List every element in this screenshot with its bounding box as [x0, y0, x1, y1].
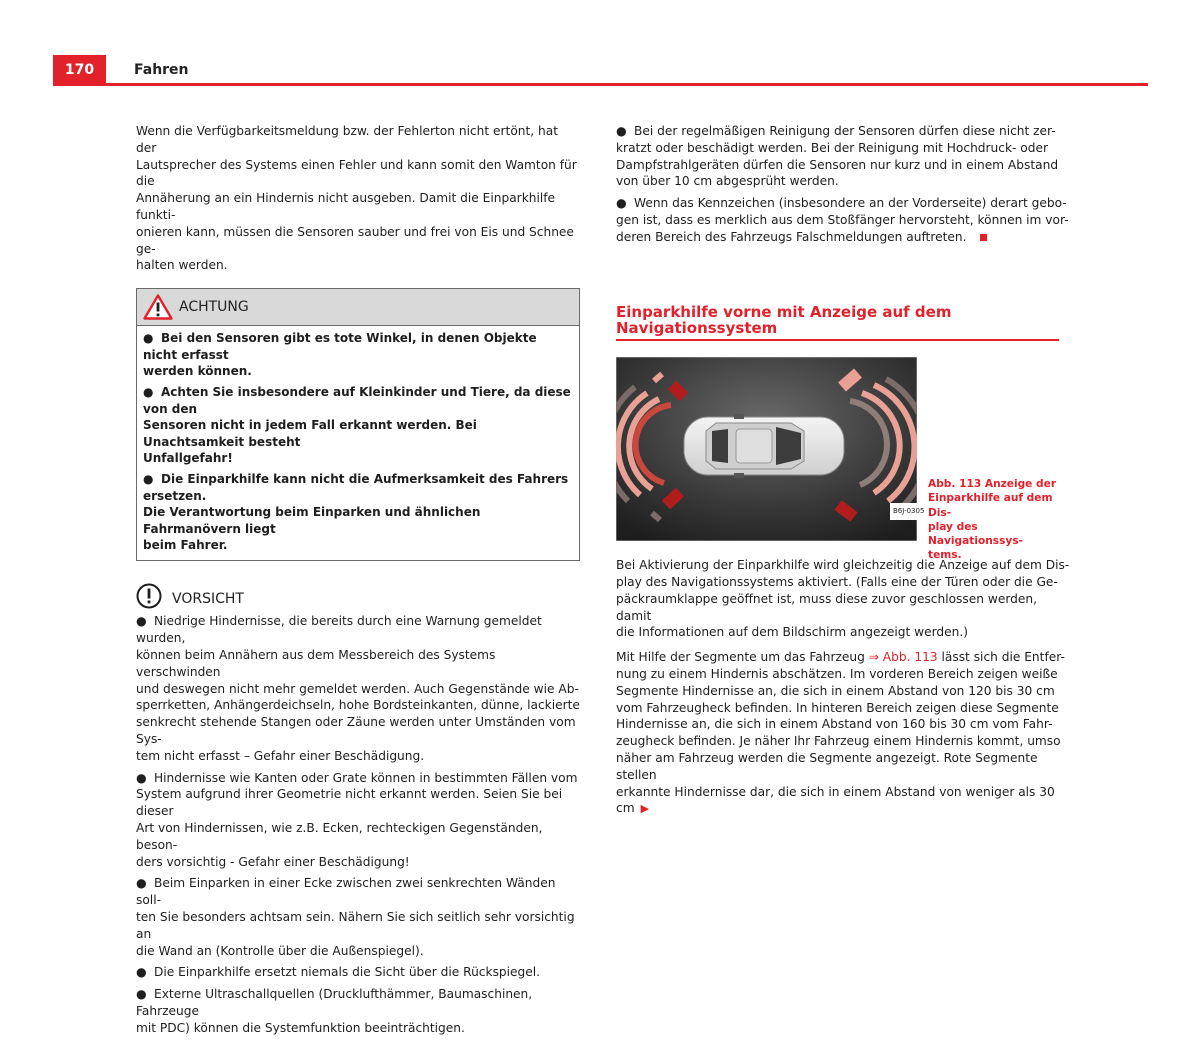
vorsicht-header: [136, 583, 580, 609]
figure-caption: Abb. 113 Anzeige der Einparkhilfe auf dem Dis- play des Navigationssys- tems.: [928, 478, 1057, 562]
section-end-square-icon: [980, 234, 987, 241]
vorsicht-item: ● Hindernisse wie Kanten oder Grate können in bestimmten Fällen vom System aufgrund ihrer Geometrie nicht erkannt werden. Seien Sie bei dieser Art von Hindernissen, wie z.B. Ecken, rechteckigen Gegenständen, beson- ders vorsichtig - Gefahr einer Beschädigung!: [136, 770, 578, 869]
achtung-item: ● Die Einparkhilfe kann nicht die Aufmerksamkeit des Fahrers ersetzen. Die Verantwortung beim Einparken und ähnlichen Fahrmanövern liegt beim Fahrer.: [143, 472, 569, 553]
chapter-title: Fahren: [134, 62, 189, 78]
right-column: [616, 123, 1072, 826]
achtung-body: [137, 326, 579, 560]
achtung-item: ● Bei den Sensoren gibt es tote Winkel, in denen Objekte nicht erfasst werden können.: [143, 331, 537, 378]
page-number: 170: [53, 55, 106, 85]
intro-paragraph: Wenn die Verfügbarkeitsmeldung bzw. der Fehlerton nicht ertönt, hat der Lautsprecher des Systems einen Fehler und kann somit den Wamton für die Annäherung an ein Hindernis nicht ausgeben. Damit die Einparkhilfe funkti- onieren kann, müssen die Sensoren sauber und frei von Eis und Schnee ge- halten werden.: [136, 124, 577, 273]
vorsicht-item: ● Niedrige Hindernisse, die bereits durch eine Warnung gemeldet wurden, können beim Annähern aus dem Messbereich des Systems verschwinden und deswegen nicht mehr gemeldet werden. Auch Gegenstände wie Ab- sperrketten, Anhängerdeichseln, hohe Bordsteinkanten, dünne, lackierte senkrecht stehende Stangen oder Zäune werden unter Umständen vom Sys- tem nicht erfasst – Gefahr einer Beschädigung.: [136, 614, 580, 763]
exclamation-circle-icon: [136, 583, 162, 609]
care-item: ● Wenn das Kennzeichen (insbesondere an der Vorderseite) derart gebo- gen ist, dass es merklich aus dem Stoßfänger hervorsteht, können im vor- deren Bereich des Fahrzeugs Falschmeldungen auftreten.: [616, 196, 1069, 244]
figure-113: [616, 357, 1072, 562]
figure-reference-code: B6J-0305: [890, 503, 927, 520]
header-rule: [53, 83, 1148, 86]
warning-triangle-icon: [143, 294, 173, 320]
left-column: [136, 123, 580, 1042]
achtung-item: ● Achten Sie insbesondere auf Kleinkinder und Tiere, da diese von den Sensoren nicht in jedem Fall erkannt werden. Bei Unachtsamkeit besteht Unfallgefahr!: [143, 385, 571, 466]
achtung-header: [137, 289, 579, 326]
continue-arrow-icon: ▶: [640, 802, 650, 816]
vorsicht-item: ● Beim Einparken in einer Ecke zwischen zwei senkrechten Wänden soll- ten Sie besonders achtsam sein. Nähern Sie sich seitlich sehr vorsichtig an die Wand an (Kontrolle über die Außenspiegel).: [136, 876, 575, 958]
achtung-title: ACHTUNG: [179, 298, 249, 315]
vorsicht-body: [136, 613, 580, 1036]
paragraph-activation: Bei Aktivierung der Einparkhilfe wird gleichzeitig die Anzeige auf dem Dis- play des Navigationssystems aktiviert. (Falls eine der Türen oder die Ge- päckraumklappe geöffnet ist, muss diese zuvor geschlossen werden, damit die Informationen auf dem Bildschirm angezeigt werden.): [616, 558, 1070, 640]
figure-cross-reference-link[interactable]: ⇒ Abb. 113: [868, 650, 938, 665]
section-title: Einparkhilfe vorne mit Anzeige auf dem Navigationssystem: [616, 304, 1059, 342]
paragraph-segments: Mit Hilfe der Segmente um das Fahrzeug ⇒ Abb. 113 lässt sich die Entfer- nung zu einem Hindernis abschätzen. Im vorderen Bereich zeigen weiße Segmente Hindernisse an, die sich in einem Abstand von 120 bis 30 cm vom Fahrzeugheck befinden. In hinteren Bereich zeigen diese Segmente Hindernisse an, die sich in einem Abstand von 160 bis 30 cm vom Fahr- zeugheck befinden. Je näher Ihr Fahrzeug einem Hindernis kommt, umso näher am Fahrzeug werden die Segmente angezeigt. Rote Segmente stellen erkannte Hindernisse dar, die sich in einem Abstand von weniger als 30 cm ▶: [616, 650, 1065, 816]
parking-display-image: [616, 357, 917, 541]
vorsicht-item: ● Externe Ultraschallquellen (Drucklufthämmer, Baumaschinen, Fahrzeuge mit PDC) können die Systemfunktion beeinträchtigen.: [136, 987, 533, 1035]
care-item: ● Bei der regelmäßigen Reinigung der Sensoren dürfen diese nicht zer- kratzt oder beschädigt werden. Bei der Reinigung mit Hochdruck- oder Dampfstrahlgeräten dürfen die Sensoren nur kurz und in einem Abstand von über 10 cm abgesprüht werden.: [616, 124, 1059, 189]
achtung-box: [136, 288, 580, 561]
vorsicht-item: ● Die Einparkhilfe ersetzt niemals die Sicht über die Rückspiegel.: [136, 965, 541, 980]
vorsicht-title: VORSICHT: [172, 591, 244, 608]
